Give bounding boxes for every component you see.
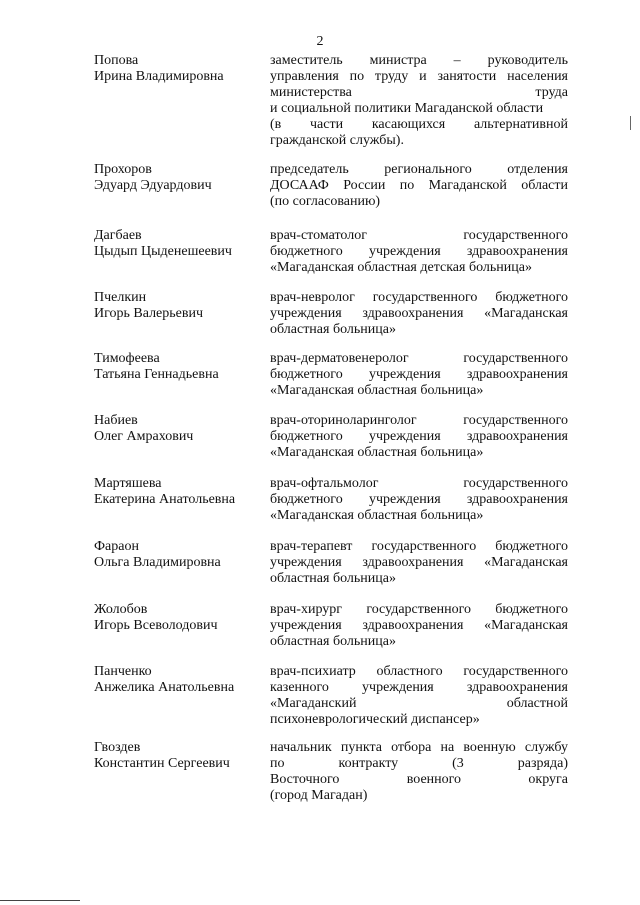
position-line: по контракту (3 разряда) (270, 756, 568, 771)
position-line: бюджетного учреждения здравоохранения (270, 244, 568, 259)
position-line: Восточного военного округа (270, 772, 568, 787)
position-line: заместитель министра – руководитель (270, 53, 568, 68)
member-given-names: Игорь Валерьевич (94, 306, 204, 321)
member-surname: Пчелкин (94, 290, 147, 305)
member-name (94, 664, 264, 696)
member-given-names: Константин Сергеевич (94, 756, 230, 771)
member-position (270, 740, 568, 804)
position-line: «Магаданская областная больница» (270, 508, 484, 523)
member-surname: Попова (94, 53, 139, 68)
position-line: «Магаданская областная детская больница» (270, 260, 532, 275)
footer-rule (0, 900, 80, 901)
margin-mark (630, 116, 631, 130)
member-surname: Тимофеева (94, 351, 160, 366)
position-line: областная больница» (270, 322, 396, 337)
position-line: учреждения здравоохранения «Магаданская (270, 555, 568, 570)
member-given-names: Татьяна Геннадьевна (94, 367, 219, 382)
member-surname: Жолобов (94, 602, 148, 617)
member-given-names: Ирина Владимировна (94, 69, 224, 84)
member-given-names: Анжелика Анатольевна (94, 680, 235, 695)
position-line: учреждения здравоохранения «Магаданская (270, 306, 568, 321)
position-line: областная больница» (270, 571, 396, 586)
member-surname: Дагбаев (94, 228, 142, 243)
position-line: управления по труду и занятости населения (270, 69, 568, 84)
position-line: врач-дерматовенеролог государственного (270, 351, 568, 366)
position-line: «Магаданская областная больница» (270, 383, 484, 398)
member-name (94, 162, 264, 194)
member-given-names: Екатерина Анатольевна (94, 492, 236, 507)
member-name (94, 290, 264, 322)
member-name (94, 413, 264, 445)
position-line: врач-офтальмолог государственного (270, 476, 568, 491)
member-given-names: Цыдып Цыденешеевич (94, 244, 232, 259)
position-line: бюджетного учреждения здравоохранения (270, 367, 568, 382)
member-position (270, 351, 568, 399)
member-surname: Гвоздев (94, 740, 141, 755)
position-line: (город Магадан) (270, 788, 368, 803)
member-surname: Мартяшева (94, 476, 162, 491)
member-position (270, 290, 568, 338)
member-name (94, 476, 264, 508)
position-line: врач-психиатр областного государственного (270, 664, 568, 679)
position-line: врач-стоматолог государственного (270, 228, 568, 243)
member-name (94, 602, 264, 634)
position-line: и социальной политики Магаданской области (270, 101, 544, 116)
member-surname: Фараон (94, 539, 139, 554)
member-name (94, 539, 264, 571)
position-line: (по согласованию) (270, 194, 381, 209)
member-surname: Прохоров (94, 162, 152, 177)
member-position (270, 413, 568, 461)
member-position (270, 162, 568, 210)
position-line: областная больница» (270, 634, 396, 649)
position-line: бюджетного учреждения здравоохранения (270, 492, 568, 507)
member-name (94, 228, 264, 260)
member-name (94, 53, 264, 85)
position-line: ДОСААФ России по Магаданской области (270, 178, 568, 193)
member-surname: Панченко (94, 664, 152, 679)
position-line: казенного учреждения здравоохранения (270, 680, 568, 695)
position-line: «Магаданский областной (270, 696, 568, 711)
position-line: министерства труда (270, 85, 568, 100)
position-line: гражданской службы). (270, 133, 404, 148)
position-line: председатель регионального отделения (270, 162, 568, 177)
position-line: врач-оториноларинголог государственного (270, 413, 568, 428)
position-line: врач-хирург государственного бюджетного (270, 602, 568, 617)
member-position (270, 602, 568, 650)
member-given-names: Ольга Владимировна (94, 555, 221, 570)
member-position (270, 539, 568, 587)
member-given-names: Игорь Всеволодович (94, 618, 218, 633)
position-line: начальник пункта отбора на военную службу (270, 740, 568, 755)
member-position (270, 664, 568, 728)
position-line: врач-терапевт государственного бюджетного (270, 539, 568, 554)
page-number: 2 (316, 34, 324, 49)
member-position (270, 228, 568, 276)
position-line: психоневрологический диспансер» (270, 712, 480, 727)
member-name (94, 740, 264, 772)
member-given-names: Эдуард Эдуардович (94, 178, 212, 193)
member-position (270, 476, 568, 524)
position-line: врач-невролог государственного бюджетного (270, 290, 568, 305)
member-position (270, 53, 568, 149)
position-line: бюджетного учреждения здравоохранения (270, 429, 568, 444)
member-surname: Набиев (94, 413, 138, 428)
member-name (94, 351, 264, 383)
member-given-names: Олег Амрахович (94, 429, 194, 444)
position-line: «Магаданская областная больница» (270, 445, 484, 460)
position-line: учреждения здравоохранения «Магаданская (270, 618, 568, 633)
position-line: (в части касающихся альтернативной (270, 117, 568, 132)
